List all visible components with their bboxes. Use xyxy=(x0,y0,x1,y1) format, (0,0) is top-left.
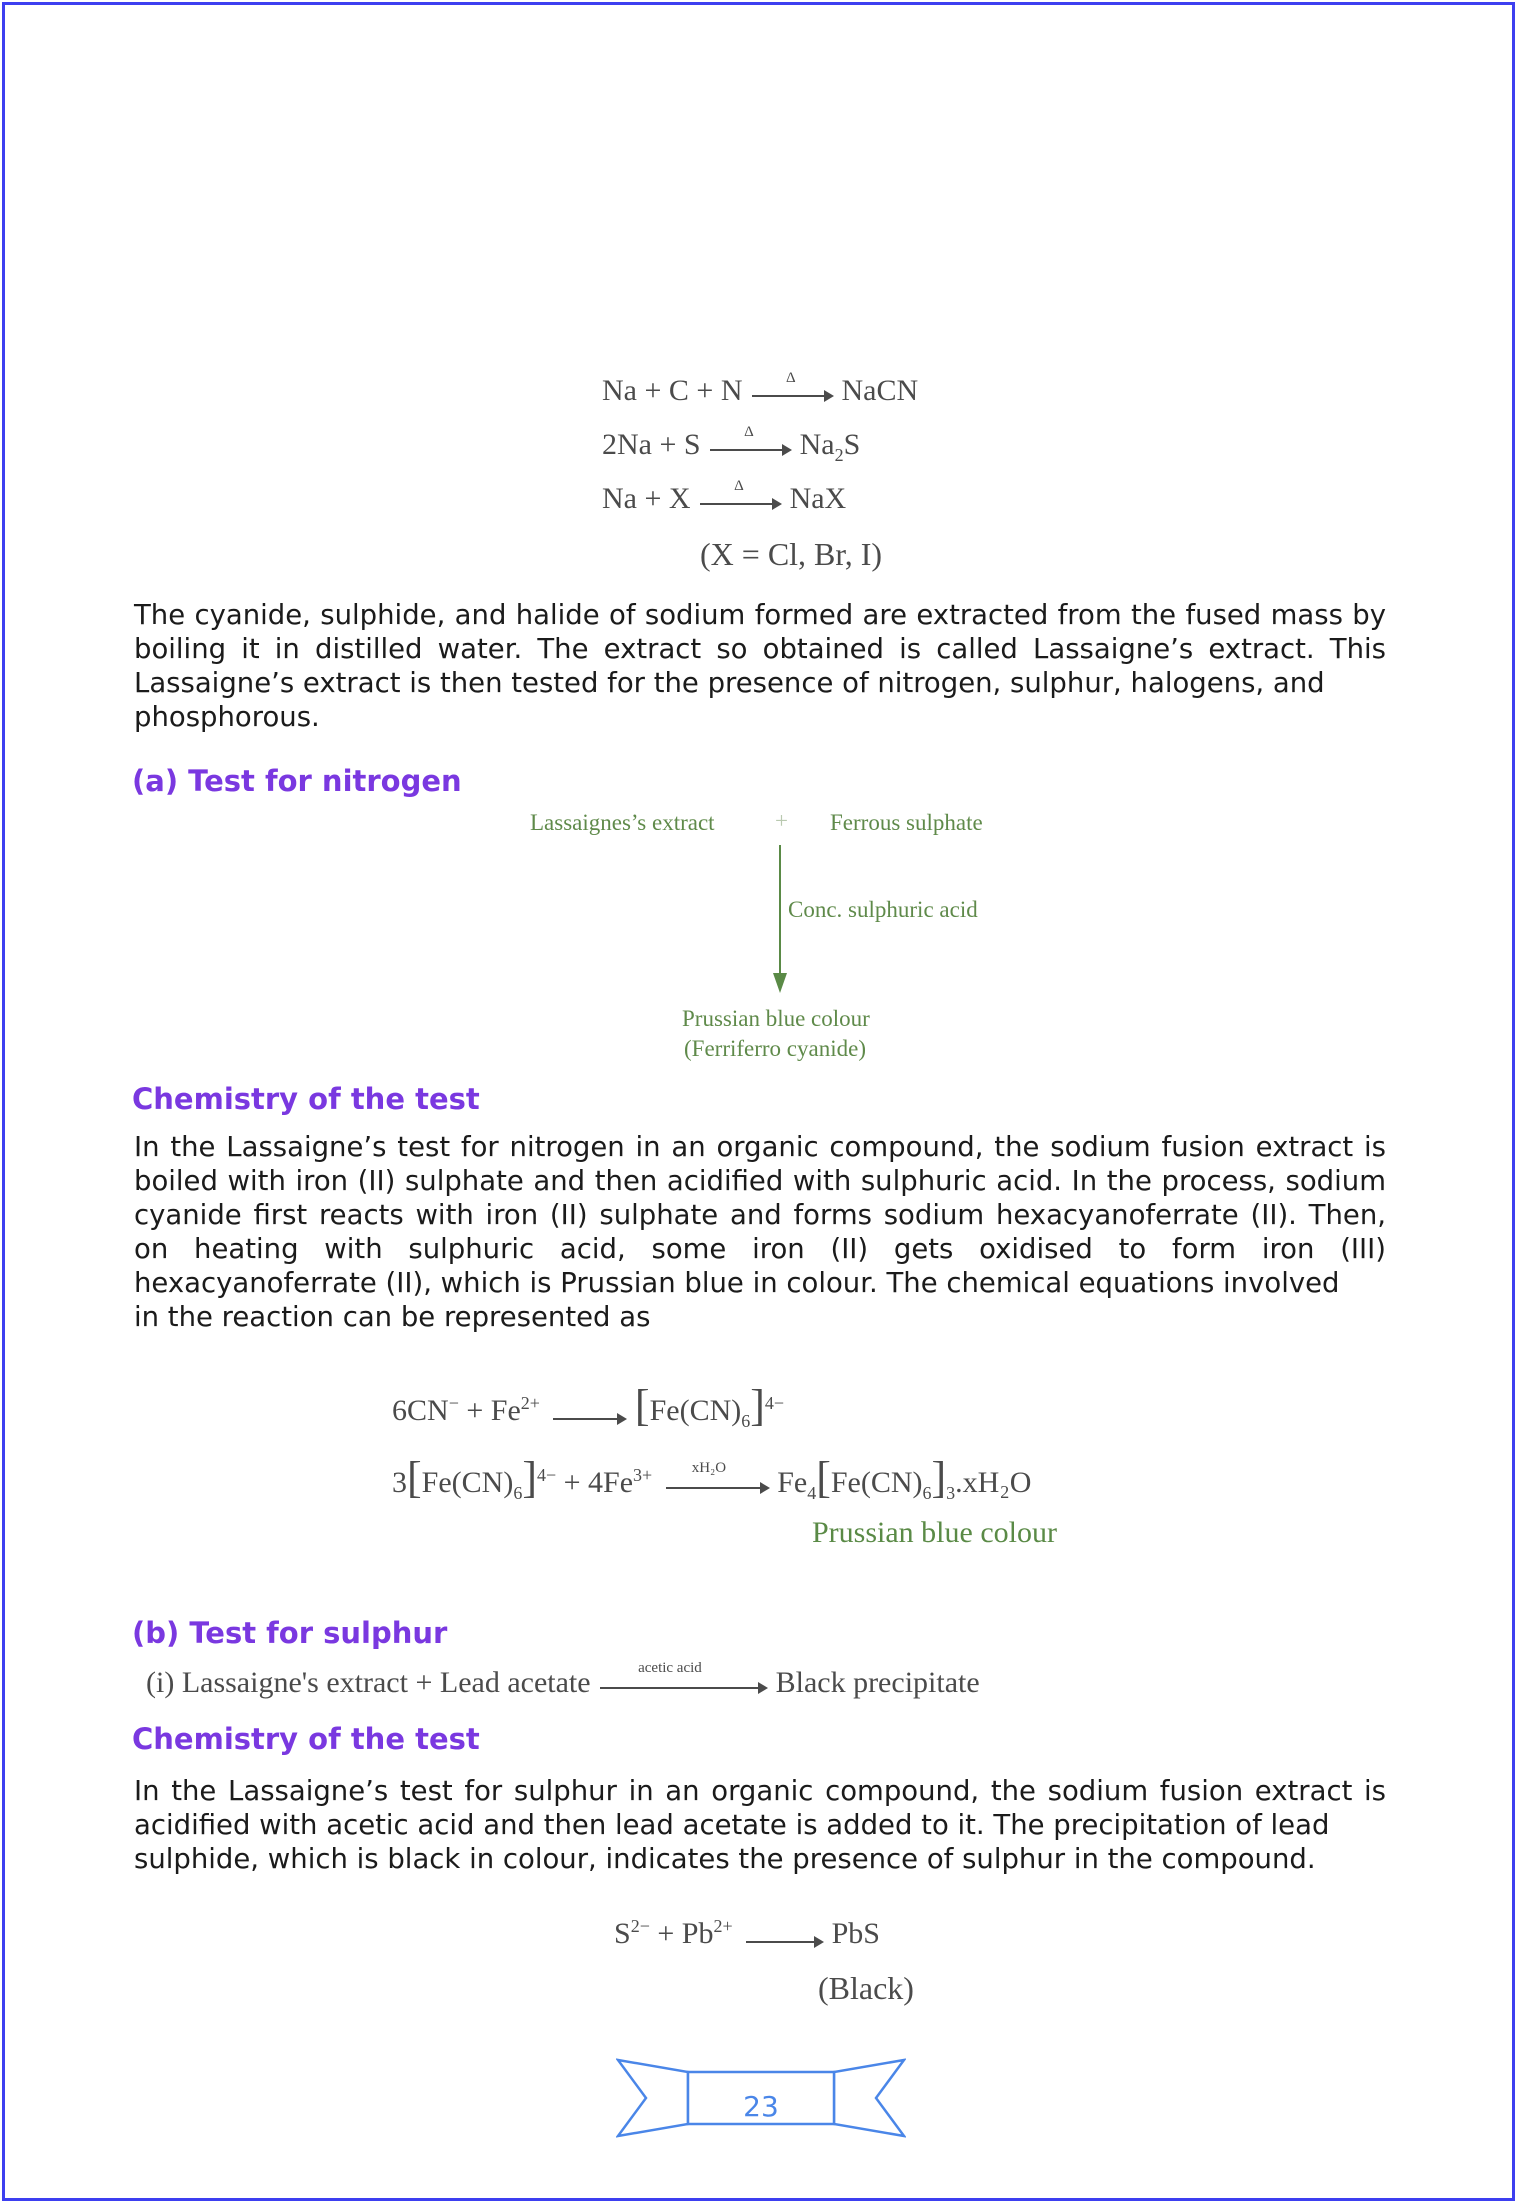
diagram-product: Prussian blue colour xyxy=(682,1006,870,1031)
equation-2na-s: 2Na + S Δ $Na_2S$ xyxy=(602,424,861,465)
diagram-product-name: (Ferriferro cyanide) xyxy=(684,1036,866,1061)
equation-na-x: Na + X Δ NaX xyxy=(602,478,847,515)
heading-chemistry-of-test-nitrogen: Chemistry of the test xyxy=(132,1082,480,1116)
diagram-reactant-ferrous-sulphate: Ferrous sulphate xyxy=(830,810,983,835)
diagram-reactant-lassaigne: Lassaignes’s extract xyxy=(530,810,715,835)
paragraph-extract xyxy=(134,598,1386,734)
equation-sulphur-test: (i) Lassaigne's extract + Lead acetate acetic acid Black precipitate xyxy=(146,1660,980,1699)
paragraph-last-line: in the reaction can be represented as xyxy=(134,1301,651,1333)
diagram-plus-sign: + xyxy=(775,808,788,833)
heading-chemistry-of-test-sulphur: Chemistry of the test xyxy=(132,1722,480,1756)
label-black: (Black) xyxy=(818,1970,914,2006)
equation-lead-sulphide: $S^{2-} + Pb^{2+}$ PbS xyxy=(614,1916,880,1950)
page-number: 23 xyxy=(743,2090,779,2123)
paragraph-nitrogen-chemistry xyxy=(134,1130,1386,1334)
heading-test-for-nitrogen: (a) Test for nitrogen xyxy=(132,764,462,798)
paragraph-body: The cyanide, sulphide, and halide of sodium formed are extracted from the fused mass by boiling it in distilled water. The extract so obtained is called Lassaigne’s extract. This Lassaigne’s extract is then tested for the presence of nitrogen, sulphur, halogens, and xyxy=(134,599,1386,699)
paragraph-sulphur-chemistry xyxy=(134,1774,1386,1876)
equation-prussian-blue: $3[Fe(CN)_6]^{4-} + 4Fe^{3+}$ xH₂O $Fe_4[Fe(CN)_6]_3.xH_2O$ xyxy=(392,1453,1032,1503)
paragraph-body: In the Lassaigne’s test for sulphur in an organic compound, the sodium fusion extract is acidified with acetic acid and then lead acetate is added to it. The precipitation of lead xyxy=(134,1775,1386,1841)
equation-na-c-n: Na + C + N Δ NaCN xyxy=(602,370,919,407)
heading-test-for-sulphur: (b) Test for sulphur xyxy=(132,1616,448,1650)
equation-x-halogens: (X = Cl, Br, I) xyxy=(700,536,883,572)
paragraph-body: In the Lassaigne’s test for nitrogen in an organic compound, the sodium fusion extract is boiled with iron (II) sulphate and then acidified with sulphuric acid. In the process, sodium cyanide first reacts with iron (II) sulphate and forms sodium hexacyanoferrate (II). Then, on heating with sulphuric acid, some iron (II) gets oxidised to form iron (III) hexacyanoferrate (II), which is Prussian blue in colour. The chemical equations involved xyxy=(134,1131,1386,1299)
label-prussian-blue-colour: Prussian blue colour xyxy=(812,1516,1057,1549)
diagram-reagent: Conc. sulphuric acid xyxy=(788,897,978,922)
equation-cyanide-ferrocyanide: $6CN^- + Fe^{2+}$ $[Fe(CN)_6]^{4-}$ xyxy=(392,1381,785,1431)
paragraph-last-line: phosphorous. xyxy=(134,701,320,733)
paragraph-last-line: sulphide, which is black in colour, indicates the presence of sulphur in the compound. xyxy=(134,1843,1316,1875)
